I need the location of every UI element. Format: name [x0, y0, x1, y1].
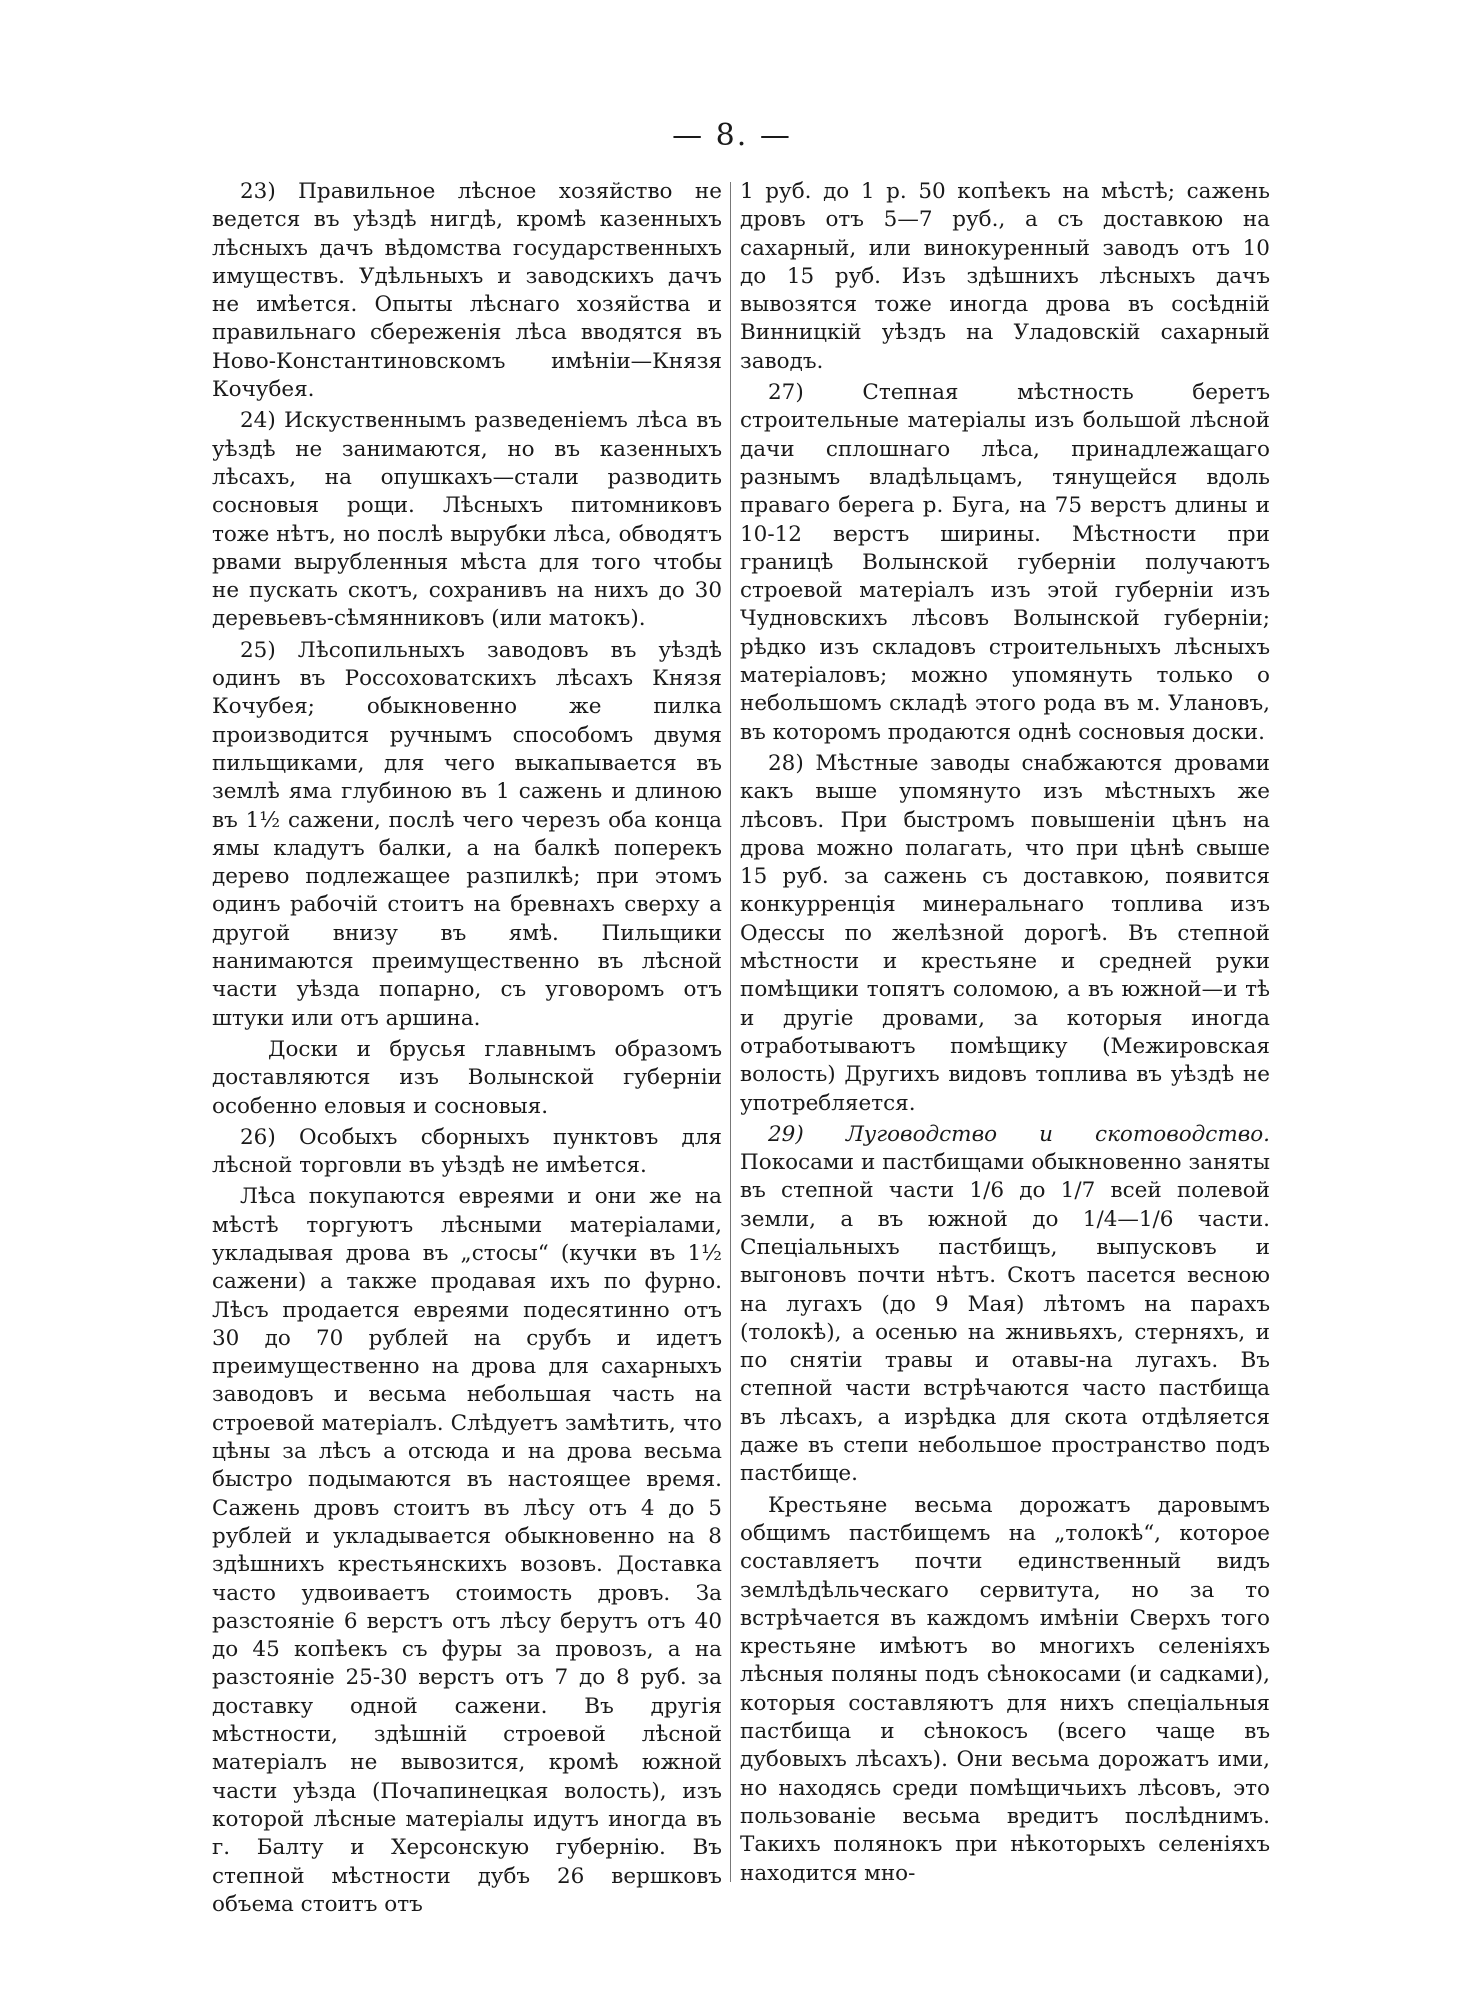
- right-column: [740, 178, 1270, 1978]
- paragraph-boards: Доски и брусья главнымъ образомъ доставляются изъ Волынской губерніи особенно еловыя и сосновыя.: [212, 1036, 722, 1119]
- section-29-text: Покосами и пастбищами обыкновенно заняты въ степной части 1/6 до 1/7 всей полевой земли, а въ южной до 1/4—1/6 части. Спеціальныхъ пастбищъ, выпусковъ и выгоновъ почти нѣтъ. Скотъ пасется весною на лугахъ (до 9 Мая) лѣтомъ на парахъ (толокѣ), а осенью на жнивьяхъ, стерняхъ, и по снятіи травы и отавы-на лугахъ. Въ степной части встрѣчаются часто пастбища въ лѣсахъ, а изрѣдка для скота отдѣляется даже въ степи небольшое пространство подъ пастбище.: [740, 1150, 1270, 1487]
- column-divider: [730, 182, 731, 1882]
- paragraph-26: 26) Особыхъ сборныхъ пунктовъ для лѣсной торговли въ уѣздѣ не имѣется.: [212, 1124, 722, 1179]
- paragraph-25: 25) Лѣсопильныхъ заводовъ въ уѣздѣ одинъ въ Россоховатскихъ лѣсахъ Князя Кочубея; обыкновенно же пилка производится ручнымъ способомъ двумя пильщиками, для чего выкапывается въ землѣ яма глубиною въ 1 сажень и длиною въ 1½ сажени, послѣ чего черезъ оба конца ямы кладутъ балки, а на балкѣ поперекъ дерево подлежащее разпилкѣ; при этомъ одинъ рабочій стоитъ на бревнахъ сверху а другой внизу въ ямѣ. Пильщики нанимаются преимущественно въ лѣсной части уѣзда попарно, съ уговоромъ отъ штуки или отъ аршина.: [212, 637, 722, 1031]
- paragraph-27: 27) Степная мѣстность беретъ строительные матеріалы изъ большой лѣсной дачи сплошнаго лѣса, принадлежащаго разнымъ владѣльцамъ, тянущейся вдоль праваго берега р. Буга, на 75 верстъ длины и 10-12 верстъ ширины. Мѣстности при границѣ Волынской губерніи получаютъ строевой матеріалъ изъ этой губерніи изъ Чудновскихъ лѣсовъ Волынской губерніи; рѣдко изъ складовъ строительныхъ лѣсныхъ матеріаловъ; можно упомянуть только о небольшомъ складѣ этого рода въ м. Улановъ, въ которомъ продаются однѣ сосновыя доски.: [740, 380, 1270, 745]
- paragraph-24: 24) Искуственнымъ разведеніемъ лѣса въ уѣздѣ не занимаются, но въ казенныхъ лѣсахъ, на опушкахъ—стали разводить сосновыя рощи. Лѣсныхъ питомниковъ тоже нѣтъ, но послѣ вырубки лѣса, обводятъ рвами вырубленныя мѣста для того чтобы не пускать скотъ, сохранивъ на нихъ до 30 деревьевъ-сѣмянниковъ (или матокъ).: [212, 408, 722, 632]
- section-29-heading: 29) Луговодство и скотоводство.: [768, 1121, 1270, 1147]
- paragraph-23: 23) Правильное лѣсное хозяйство не ведется въ уѣздѣ нигдѣ, кромѣ казенныхъ лѣсныхъ дачъ вѣдомства государственныхъ имуществъ. Удѣльныхъ и заводскихъ дачъ не имѣется. Опыты лѣснаго хозяйства и правильнаго сбереженія лѣса вводятся въ Ново-Константиновскомъ имѣніи—Князя Кочубея.: [212, 179, 722, 403]
- page-number: — 8. —: [672, 118, 792, 153]
- left-column: [212, 178, 722, 1978]
- paragraph-continuation: 1 руб. до 1 р. 50 копѣекъ на мѣстѣ; сажень дровъ отъ 5—7 руб., а съ доставкою на сахарный, или винокуренный заводъ отъ 10 до 15 руб. Изъ здѣшнихъ лѣсныхъ дачъ вывозятся тоже иногда дрова въ сосѣдній Винницкій уѣздъ на Уладовскій сахарный заводъ.: [740, 179, 1270, 374]
- paragraph-peasants-pasture: Крестьяне весьма дорожатъ даровымъ общимъ пастбищемъ на „толокѣ“, которое составляетъ почти единственный видъ землѣдѣльческаго сервитута, но за то встрѣчается въ каждомъ имѣніи Сверхъ того крестьяне имѣютъ во многихъ селеніяхъ лѣсныя поляны подъ сѣнокосами (и садками), которыя составляютъ для нихъ спеціальныя пастбища и сѣнокосъ (всего чаще въ дубовыхъ лѣсахъ). Они весьма дорожатъ ими, но находясь среди помѣщичьихъ лѣсовъ, это пользованіе весьма вредитъ послѣднимъ. Такихъ полянокъ при нѣкоторыхъ селеніяхъ находится мно-: [740, 1492, 1270, 1886]
- paragraph-forest-trade: Лѣса покупаются евреями и они же на мѣстѣ торгуютъ лѣсными матеріалами, укладывая дрова въ „стосы“ (кучки въ 1½ сажени) а также продавая ихъ по фурно. Лѣсъ продается евреями подесятинно отъ 30 до 70 рублей на срубъ и идетъ преимущественно на дрова для сахарныхъ заводовъ и весьма небольшая часть на строевой матеріалъ. Слѣдуетъ замѣтить, что цѣны за лѣсъ а отсюда и на дрова весьма быстро подымаются въ настоящее время. Сажень дровъ стоитъ въ лѣсу отъ 4 до 5 рублей и укладывается обыкновенно на 8 здѣшнихъ крестьянскихъ возовъ. Доставка часто удвоиваетъ стоимость дровъ. За разстояніе 6 верстъ отъ лѣсу берутъ отъ 40 до 45 копѣекъ съ фуры за провозъ, а на разстояніе 25-30 верстъ отъ 7 до 8 руб. за доставку одной сажени. Въ другія мѣстности, здѣшній строевой лѣсной матеріалъ не вывозится, кромѣ южной части уѣзда (Почапинецкая волость), изъ которой лѣсные матеріалы идутъ иногда въ г. Балту и Херсонскую губернію. Въ степной мѣстности дубъ 26 вершковъ объема стоитъ отъ: [212, 1184, 722, 1917]
- paragraph-28: 28) Мѣстные заводы снабжаются дровами какъ выше упомянуто изъ мѣстныхъ же лѣсовъ. При быстромъ повышеніи цѣнъ на дрова можно полагать, что при цѣнѣ свыше 15 руб. за сажень съ доставкою, появится конкурренція минеральнаго топлива изъ Одессы по желѣзной дорогѣ. Въ степной мѣстности и крестьяне и средней руки помѣщики топятъ соломою, а въ южной—и тѣ и другіе дровами, за которыя иногда отработываютъ помѣщику (Межировская волость) Другихъ видовъ топлива въ уѣздѣ не употребляется.: [740, 750, 1270, 1116]
- paragraph-29: [740, 1121, 1270, 1489]
